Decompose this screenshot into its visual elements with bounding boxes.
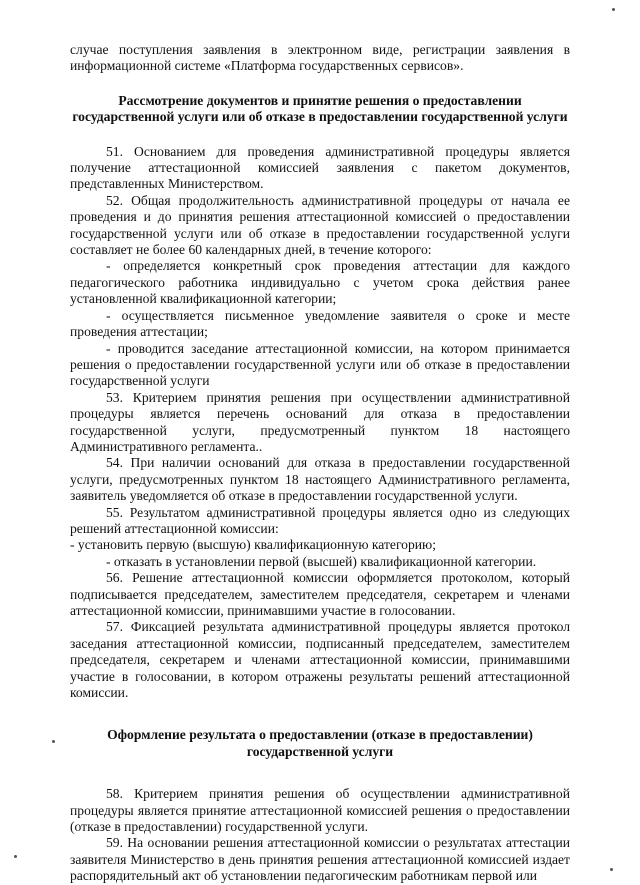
paragraph-52-item-1: - определяется конкретный срок проведения аттестации для каждого педагогического работника индивидуально с учетом срока действия ранее установленной квалификационной категории; bbox=[70, 258, 570, 307]
paragraph-52-item-2: - осуществляется письменное уведомление заявителя о сроке и месте проведения аттестации; bbox=[70, 307, 570, 340]
paragraph-54: 54. При наличии оснований для отказа в предоставлении государственной услуги, предусмотренных пунктом 18 настоящего Административного регламента, заявитель уведомляется об отказе в предоставлении государственной услуги. bbox=[70, 455, 570, 504]
paragraph-59: 59. На основании решения аттестационной комиссии о результатах аттестации заявителя Министерство в день принятия решения аттестационной комиссией издает распорядительный акт об установлении педагогическим работникам первой или bbox=[70, 835, 570, 884]
paragraph-51: 51. Основанием для проведения административной процедуры является получение аттестационной комиссией заявления с пакетом документов, представленных Министерством. bbox=[70, 143, 570, 192]
scan-speck bbox=[610, 868, 613, 871]
section2-heading-line1: Оформление результата о предоставлении (отказе в предоставлении) bbox=[107, 727, 533, 743]
paragraph-56: 56. Решение аттестационной комиссии оформляется протоколом, который подписывается председателем, заместителем председателя, секретарем и членами аттестационной комиссии, принимавшими участие в голосовании. bbox=[70, 570, 570, 618]
section2-heading-line2: государственной услуги bbox=[246, 743, 394, 759]
scan-speck bbox=[14, 855, 17, 858]
section1-heading-line2: государственной услуги или об отказе в предоставлении государственной услуги bbox=[72, 109, 568, 125]
paragraph-52-item-3: - проводится заседание аттестационной комиссии, на котором принимается решения о предоставлении государственной услуги или об отказе в предоставлении государственной услуги bbox=[70, 340, 570, 389]
scan-speck bbox=[612, 8, 615, 11]
paragraph-58: 58. Критерием принятия решения об осуществлении административной процедуры является принятие аттестационной комиссией решения о предоставлении (отказе в предоставлении) государственной услуги. bbox=[70, 786, 570, 835]
paragraph-55-item-1: - установить первую (высшую) квалификационную категорию; bbox=[70, 537, 436, 553]
spacer bbox=[70, 760, 570, 786]
paragraph-52: 52. Общая продолжительность административной процедуры от начала ее проведения и до принятия решения аттестационной комиссией о предоставлении государственной услуги или об отказе в предоставлении государственной услуги составляет не более 60 календарных дней, в течение которого: bbox=[70, 192, 570, 258]
spacer bbox=[70, 701, 570, 727]
paragraph-57: 57. Фиксацией результата административной процедуры является протокол заседания аттестационной комиссии, подписанный председателем, заместителем председателя, секретарем и членами аттестационной комиссии, принимавшими участие в голосовании, в котором отражены результаты решений аттестационной комиссии. bbox=[70, 619, 570, 701]
spacer bbox=[70, 75, 570, 93]
paragraph-55-item-2: - отказать в установлении первой (высшей) квалификационной категории. bbox=[106, 553, 537, 569]
paragraph-55: 55. Результатом административной процедуры является одно из следующих решений аттестационной комиссии: bbox=[70, 504, 570, 536]
intro-paragraph: случае поступления заявления в электронном виде, регистрации заявления в информационной системе «Платформа государственных сервисов». bbox=[70, 42, 570, 74]
document-page bbox=[70, 42, 570, 885]
spacer bbox=[70, 126, 570, 144]
section1-heading-line1: Рассмотрение документов и принятие решения о предоставлении bbox=[118, 92, 522, 108]
scan-speck bbox=[52, 740, 55, 743]
paragraph-53: 53. Критерием принятия решения при осуществлении административной процедуры является перечень оснований для отказа в предоставлении государственной услуги, предусмотренный пунктом 18 настоящего Административного регламента.. bbox=[70, 389, 570, 454]
